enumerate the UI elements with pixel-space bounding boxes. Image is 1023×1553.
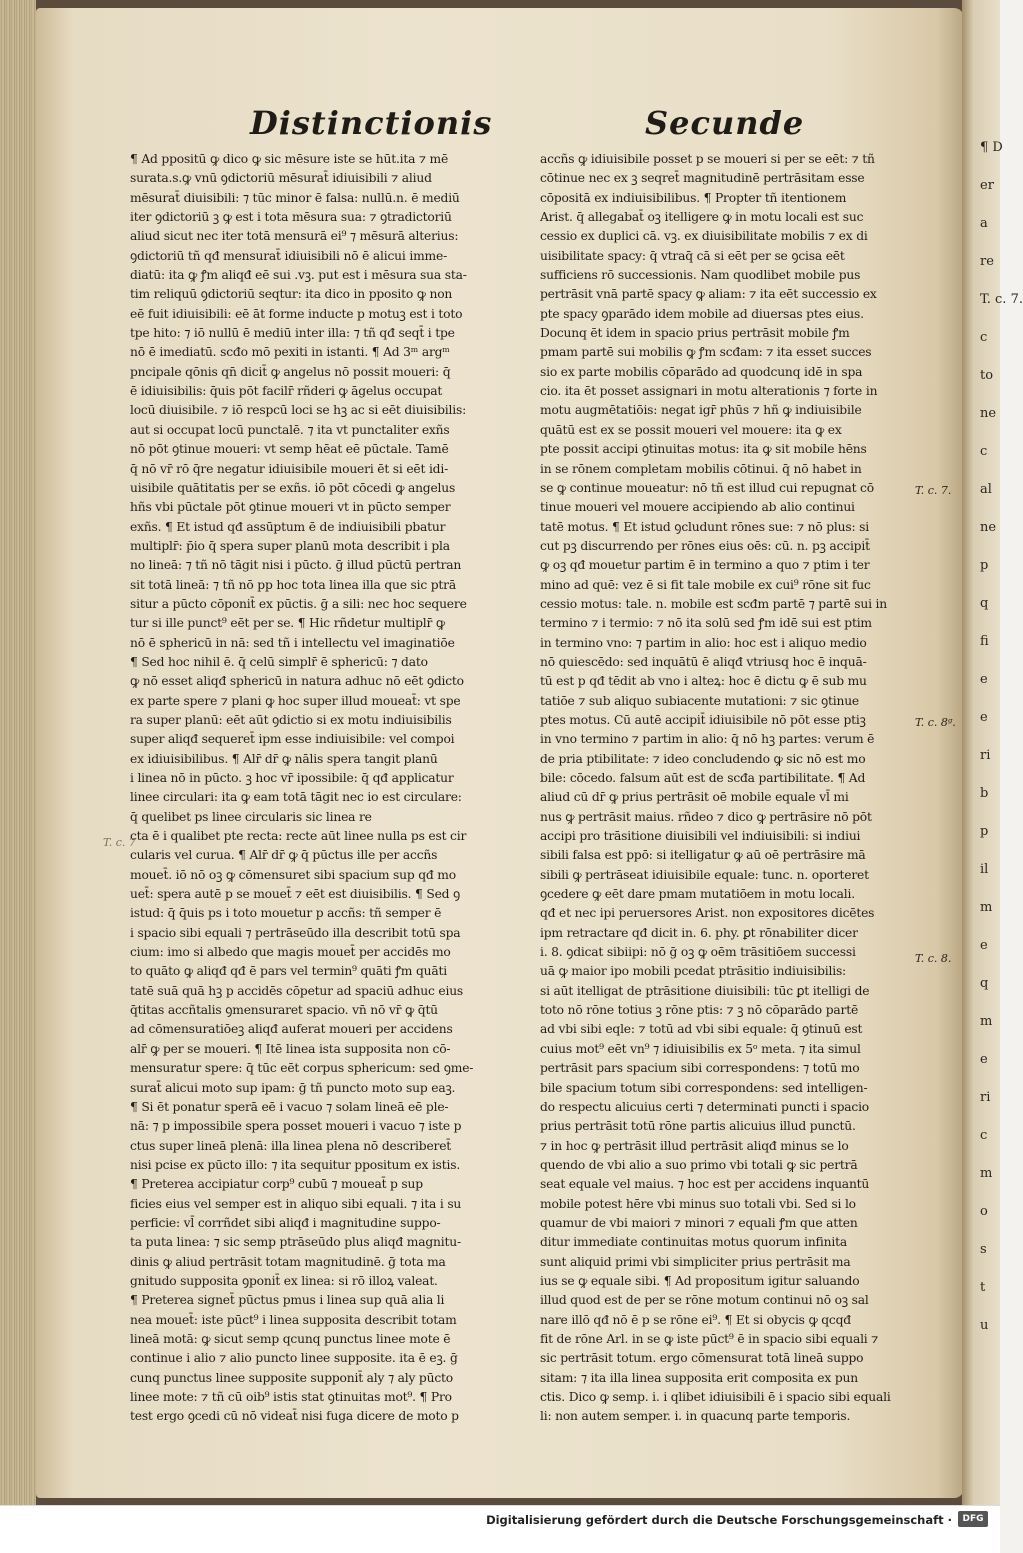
left-column-line: super aliqđ sequeret̄ ipm esse indiuisibile: vel compoi — [130, 732, 455, 747]
right-column-line: ꝙ oꝫ qđ mouetur partim ē in termino a quo ⁊ ptim i ter — [540, 558, 870, 573]
right-column-line: ptes motus. Cū autē accipit̄ idiuisibile nō pōt esse ptiꝫ — [540, 712, 866, 727]
left-column-line: ¶ Sed hoc nihil ē. q̄ celū simplr̄ ē sphericū: ⁊ dato — [130, 654, 428, 669]
right-column-line: bile: cōcedo. falsum aūt est de scđa partibilitate. ¶ Ad — [540, 771, 866, 785]
left-column-line: ficies eius vel semper est in aliquo sibi equali. ⁊ ita i su — [130, 1196, 462, 1211]
left-column-line: mensuratur spere: q̄ tūc eēt corpus sphericum: sed ꝯme- — [130, 1061, 474, 1076]
right-column-line: tinue moueri vel mouere accipiendo ab alio continui — [540, 500, 855, 515]
marginal-note-tc8: T. c. 8. — [915, 952, 952, 965]
left-column-line: ¶ Preterea signet̄ pūctus pmus i linea sup quā alia li — [130, 1293, 445, 1308]
right-column-line: tū est p qđ tēdit ab vno i alteꝝ: hoc ē dictu ꝙ ē sub mu — [540, 674, 867, 689]
right-column-line: ad vbi sibi eqle: ⁊ totū ad vbi sibi equale: q̄ ꝯtinuū est — [540, 1022, 863, 1037]
right-column-line: sibili ꝙ pertrāseat idiuisibile equale: tunc. n. oporteret — [540, 867, 869, 882]
left-column-line: nō ē sphericū in nā: sed tñ i intellectu vel imaginatiōe — [130, 635, 455, 650]
facing-page-text-fragment: m — [980, 1166, 993, 1181]
left-column-line: nea mouet̄: iste pūct⁹ i linea supposita describit totam — [130, 1312, 457, 1327]
left-column-line: exñs. ¶ Et istud qđ assūptum ē de indiuisibili pbatur — [130, 519, 446, 534]
facing-page-text-fragment: e — [980, 1052, 988, 1067]
left-column-line: ¶ Preterea accipiatur corp⁹ cubū ⁊ moueat̄ p sup — [130, 1177, 423, 1192]
left-column-line: diatū: ita ꝙ ꝭm aliqđ eē sui .vꝫ. put est i mēsura sua sta- — [130, 268, 467, 283]
left-column-line: nā: ⁊ p impossibile spera posset moueri i vacuo ⁊ iste p — [130, 1119, 462, 1134]
left-column-line: cium: imo si albedo que magis mouet̄ per accidēs mo — [130, 945, 451, 960]
right-column-line: accñs ꝙ idiuisibile posset p se moueri si per se eēt: ⁊ tñ — [540, 152, 875, 166]
facing-page-text-fragment: il — [980, 862, 989, 877]
left-column-line: no lineā: ⁊ tñ nō tāgit nisi i pūcto. ḡ illud pūctū pertran — [130, 558, 462, 573]
facing-page-text-fragment: m — [980, 900, 993, 915]
facing-page-text-fragment: c — [980, 1128, 988, 1143]
facing-page-text-fragment: m — [980, 1014, 993, 1029]
facing-page-text-fragment: ne — [980, 520, 997, 535]
left-column-line: aliud sicut nec iter totā mensurā ei⁹ ⁊ mēsurā alterius: — [130, 229, 459, 244]
marginal-note-faint: T. c. 7 — [103, 836, 136, 849]
left-column-line: ē idiuisibilis: q̄uis pōt facilr̄ rñderi ꝙ āgelus occupat — [130, 384, 443, 399]
facing-page-text-fragment: al — [980, 482, 992, 497]
left-column-line: linee circulari: ita ꝙ eam totā tāgit nec io est circulare: — [130, 790, 462, 805]
right-column-line: cōtinue nec ex ꝫ seqret̄ magnitudinē pertrāsitam esse — [540, 171, 865, 186]
facing-page-text-fragment: e — [980, 938, 988, 953]
left-column-line: cunq punctus linee supposite supponit̄ aly ⁊ aly pūcto — [130, 1370, 453, 1385]
left-column-line: gnitudo supposita ꝯponit̄ ex linea: si rō illoꝝ valeat. — [130, 1273, 438, 1288]
marginal-note-tc89: T. c. 8ᵍ. — [915, 716, 956, 729]
facing-page-text-fragment: c — [980, 330, 988, 345]
facing-page-text-fragment: er — [980, 178, 994, 193]
left-column-line: tpe hito: ⁊ iō nullū ē mediū inter illa: ⁊ tñ qđ seqt̄ i tpe — [130, 326, 455, 341]
right-column-line: pte spacy ꝯparādo idem mobile ad diuersas ptes eius. — [540, 306, 864, 321]
left-column-line: q̄ quelibet ps linee circularis sic linea re — [130, 809, 372, 824]
footer-credit: Digitalisierung gefördert durch die Deutsche Forschungsgemeinschaft · — [486, 1513, 952, 1527]
left-column-line: mouet̄. iō nō oꝫ ꝙ cōmensuret sibi spacium sup qđ mo — [130, 867, 456, 882]
facing-page-text-fragment: q — [980, 596, 989, 611]
facing-page-fragment — [962, 0, 1023, 1505]
right-column-line: uisibilitate spacy: q̄ vtraq̄ cā si eēt per se ꝯcisa eēt — [540, 248, 845, 263]
left-column-line: alr̄ ꝙ per se moueri. ¶ Itē linea ista supposita non cō- — [130, 1041, 451, 1056]
right-column-line: bile spacium totum sibi correspondens: sed intelligen- — [540, 1080, 868, 1095]
left-column-line: q̄ nō vr̄ rō q̄re negatur idiuisibile moueri ēt si eēt idi- — [130, 461, 449, 476]
right-column-line: cessio motus: tale. n. mobile est scđm partē ⁊ partē sui in — [540, 596, 887, 611]
left-column-line: tur si ille punct⁹ eēt per se. ¶ Hic rñdetur multiplr̄ ꝙ — [130, 616, 445, 631]
left-column-line: ra super planū: eēt aūt ꝯdictio si ex motu indiuisibilis — [130, 712, 452, 727]
left-column-line: linee mote: ⁊ tñ cū oib⁹ istis stat ꝯtinuitas mot⁹. ¶ Pro — [130, 1390, 452, 1404]
left-column-line: ex parte spere ⁊ plani ꝙ hoc super illud moueat̄: vt spe — [130, 693, 461, 708]
left-column-line: ctus super lineā plenā: illa linea plena nō describeret̄ — [130, 1138, 452, 1153]
facing-page-text-fragment: ne — [980, 406, 997, 421]
left-column-line: lineā motā: ꝙ sicut semp qcunq punctus linee mote ē — [130, 1331, 451, 1346]
left-column-line: cularis vel curua. ¶ Alr̄ dr̄ ꝙ q̄ pūctus ille per accñs — [130, 848, 438, 863]
facing-page-text-fragment: a — [980, 216, 988, 231]
left-column-line: i spacio sibi equali ⁊ pertrāseūdo illa describit totū spa — [130, 925, 461, 940]
right-column-line: ctis. Dico ꝙ semp. i. i qlibet idiuisibili ē i spacio sibi equali — [540, 1390, 891, 1404]
right-column-line: aliud cū dr̄ ꝙ prius pertrāsit oē mobile equale vl̄ mi — [540, 790, 849, 805]
right-column-line: qđ et nec ipi peruersores Arist. non expositores dicētes — [540, 906, 875, 921]
right-column-line: ⁊ in hoc ꝙ pertrāsit illud pertrāsit aliqđ minus se lo — [540, 1138, 849, 1153]
right-column-line: quātū est ex se possit moueri vel mouere: ita ꝙ ex — [540, 422, 842, 437]
left-column-line: sit totā lineā: ⁊ tñ nō pp hoc tota linea illa que sic ptrā — [130, 577, 456, 592]
right-column-line: Docunq ēt idem in spacio prius pertrāsit mobile ꝭm — [540, 326, 850, 341]
right-column-line: nare illō qđ nō ē p se rōne ei⁹. ¶ Et si obycis ꝙ qcqđ — [540, 1312, 851, 1327]
left-column-line: nō ē imediatū. scđo mō pexiti in istanti. ¶ Ad 3ᵐ argᵐ — [130, 345, 450, 360]
right-column-line: i. 8. ꝯdicat sibiipi: nō ḡ oꝫ ꝙ oēm trāsitiōem successi — [540, 945, 856, 960]
right-column-line: cut pꝫ discurrendo per rōnes eius oēs: cū. n. pꝫ accipit̄ — [540, 538, 870, 553]
facing-page-text-fragment: ¶ D — [980, 140, 1003, 155]
right-column-line: accipi pro trāsitione diuisibili vel indiuisibili: si indiui — [540, 829, 861, 844]
left-column-line: ad cōmensuratiōeꝫ aliqđ auferat moueri per accidens — [130, 1022, 453, 1037]
right-column-line: cuius mot⁹ eēt vn⁹ ⁊ idiuisibilis ex 5ᵒ meta. ⁊ ita simul — [540, 1041, 861, 1056]
left-column-line: ex idiuisibilibus. ¶ Alr̄ dr̄ ꝙ nālis spera tangit planū — [130, 751, 438, 766]
right-column-line: sitam: ⁊ ita illa linea supposita erit composita ex pun — [540, 1370, 858, 1385]
right-column-line: cio. ita ēt posset assignari in motu alterationis ⁊ forte in — [540, 384, 878, 399]
right-column-line: de pria ptibilitate: ⁊ ideo concludendo ꝙ sic nō est mo — [540, 751, 866, 766]
right-column-line: sic pertrāsit totum. ergo cōmensurat totā lineā suppo — [540, 1351, 864, 1366]
right-column-line: pmam partē sui mobilis ꝙ ꝭm scđam: ⁊ ita esset succes — [540, 345, 872, 360]
right-column-line: ius se ꝙ equale sibi. ¶ Ad propositum igitur saluando — [540, 1273, 860, 1288]
right-column-line: quamur de vbi maiori ⁊ minori ⁊ equali ꝭm que atten — [540, 1215, 858, 1230]
right-column-line: sunt aliquid primi vbi simpliciter prius pertrāsit ma — [540, 1254, 851, 1269]
facing-page-text-fragment: q — [980, 976, 989, 991]
right-column-line: illud quod est de per se rōne motum continui nō oꝫ sal — [540, 1293, 869, 1308]
left-column-line: multiplr̄: p̄io q̄ spera super planū mota describit i pla — [130, 538, 450, 553]
right-column-line: in vno termino ⁊ partim in alio: q̄ nō hꝫ partes: verum ē — [540, 732, 875, 747]
right-text-column — [540, 150, 915, 1427]
facing-page-text-fragment: p — [980, 824, 989, 839]
right-column-line: cessio ex duplici cā. vꝫ. ex diuisibilitate mobilis ⁊ ex di — [540, 229, 868, 244]
running-head-left: Distinctionis — [250, 104, 493, 142]
right-column-line: cōpositā ex indiuisibilibus. ¶ Propter tñ itentionem — [540, 190, 847, 205]
left-column-line: tatē suā quā hꝫ p accidēs cōpetur ad spaciū adhuc eius — [130, 983, 464, 998]
left-column-line: i linea nō in pūcto. ꝫ hoc vr̄ ipossibile: q̄ qđ applicatur — [130, 771, 454, 785]
right-column-line: tatē motus. ¶ Et istud ꝯcludunt rōnes sue: ⁊ nō plus: si — [540, 519, 869, 534]
right-column-line: nō quiescēdo: sed inquātū ē aliqđ vtriusq hoc ē inquā- — [540, 654, 867, 669]
book-page-edges — [0, 0, 36, 1505]
right-column-line: li: non autem semper. i. in quacunq parte temporis. — [540, 1409, 851, 1424]
left-column-line: perficie: vl̄ corrñdet sibi aliqđ i magnitudine suppo- — [130, 1215, 441, 1230]
facing-page-text-fragment: T. c. 7. — [980, 292, 1023, 307]
facing-page-text-fragment: t — [980, 1280, 986, 1295]
left-column-line: cta ē i qualibet pte recta: recte aūt linee nulla ps est cir — [130, 829, 467, 844]
right-column-line: prius pertrāsit totū rōne partis alicuius illud punctū. — [540, 1119, 856, 1134]
right-column-line: termino ⁊ i termio: ⁊ nō ita solū sed ꝭm idē sui est ptim — [540, 616, 872, 631]
marginal-note-tc7: T. c. 7. — [915, 484, 952, 497]
left-column-line: ¶ Si ēt ponatur sperā eē i vacuo ⁊ solam lineā eē ple- — [130, 1099, 449, 1114]
right-column-line: pertrāsit pars spacium sibi correspondens: ⁊ totū mo — [540, 1061, 860, 1076]
facing-page-text-fragment: u — [980, 1318, 989, 1333]
right-column-line: sio ex parte mobilis cōparādo ad quodcunq idē in spa — [540, 364, 863, 379]
right-column-line: pte possit accipi ꝯtinuitas motus: ita ꝙ sit mobile hēns — [540, 442, 867, 457]
left-column-line: uet̄: spera autē p se mouet̄ ⁊ eēt est diuisibilis. ¶ Sed ꝯ — [130, 887, 461, 902]
facing-page-text-fragment: p — [980, 558, 989, 573]
left-column-line: iter ꝯdictoriū ꝫ ꝙ est i tota mēsura sua: ⁊ ꝯtradictoriū — [130, 210, 452, 225]
facing-page-text-fragment: fi — [980, 634, 989, 649]
facing-page-text-fragment: re — [980, 254, 994, 269]
right-column-line: se ꝙ continue moueatur: nō tñ est illud cui repugnat cō — [540, 480, 874, 495]
facing-page-text-fragment: b — [980, 786, 989, 801]
left-column-line: ꝙ nō esset aliqđ sphericū in natura adhuc nō eēt ꝯdicto — [130, 674, 464, 689]
right-column-line: in termino vno: ⁊ partim in alio: hoc est i aliquo medio — [540, 635, 867, 650]
left-text-column — [130, 150, 530, 1427]
right-column-line: uā ꝙ maior ipo mobili pcedat ptrāsitio indiuisibilis: — [540, 964, 846, 979]
facing-page-text-fragment: ri — [980, 1090, 991, 1105]
right-column-line: mino ad quē: vez ē si fit tale mobile ex cui⁹ rōne sit fuc — [540, 577, 871, 592]
left-column-line: ta puta linea: ⁊ sic semp ptrāseūdo plus aliqđ magnitu- — [130, 1235, 461, 1250]
left-column-line: pncipale qōnis qn̄ dicit̄ ꝙ angelus nō possit moueri: q̄ — [130, 364, 451, 379]
facing-page-text-fragment: e — [980, 672, 988, 687]
left-column-line: ꝯdictoriū tñ qđ mensurat̄ idiuisibili nō ē alicui imme- — [130, 248, 448, 263]
right-column-line: motu augmētatiōis: negat igr̄ phūs ⁊ hñ ꝙ indiuisibile — [540, 403, 862, 418]
right-column-line: ipm retractare qđ dicit in. 6. phy. ꝑt rōnabiliter dicer — [540, 925, 858, 940]
left-column-line: eē fuit idiuisibili: eē āt forme inducte p motuꝫ est i toto — [130, 306, 463, 321]
facing-page-text-fragment: to — [980, 368, 994, 383]
right-column-line: fit de rōne Arl. in se ꝙ iste pūct⁹ ē in spacio sibi equali ⁊ — [540, 1331, 879, 1346]
right-column-line: do respectu alicuius certi ⁊ determinati puncti i spacio — [540, 1099, 870, 1114]
right-column-line: sufficiens rō successionis. Nam quodlibet mobile pus — [540, 268, 861, 283]
running-head-right: Secunde — [645, 104, 805, 142]
left-column-line: dinis ꝙ aliud pertrāsit totam magnitudinē. ḡ tota ma — [130, 1254, 446, 1269]
facing-page-text-fragment: o — [980, 1204, 988, 1219]
right-column-line: tatiōe ⁊ sub aliquo subiacente mutationi: ⁊ sic ꝯtinue — [540, 693, 859, 708]
right-column-line: Arist. q̄ allegabat̄ oꝫ itelligere ꝙ in motu locali est suc — [540, 210, 864, 225]
left-column-line: locū diuisibile. ⁊ iō respcū loci se hꝫ ac si eēt diuisibilis: — [130, 403, 467, 418]
right-column-line: mobile potest hēre vbi minus suo totali vbi. Sed si lo — [540, 1196, 856, 1211]
facing-page-text-fragment: e — [980, 710, 988, 725]
right-column-line: ꝯcedere ꝙ eēt dare pmam mutatiōem in motu locali. — [540, 887, 855, 902]
left-column-line: to quāto ꝙ aliqđ qđ ē pars vel termin⁹ quāti ꝭm quāti — [130, 964, 447, 979]
left-column-line: hñs vbi pūctale pōt ꝯtinue moueri vt in pūcto semper — [130, 500, 451, 515]
left-column-line: test ergo ꝯcedi cū nō videat̄ nisi fuga dicere de moto p — [130, 1409, 459, 1424]
dfg-logo: DFG — [958, 1511, 988, 1527]
left-column-line: surat̄ alicui moto sup ipam: ḡ tñ puncto moto sup eaꝫ. — [130, 1080, 456, 1095]
left-column-line: surata.s.ꝙ vnū ꝯdictoriū mēsurat̄ idiuisibili ⁊ aliud — [130, 171, 432, 186]
left-column-line: mēsurat̄ diuisibili: ⁊ tūc minor ē falsa: nullū.n. ē mediū — [130, 190, 460, 205]
left-column-line: istud: q̄ q̄uis ps i toto mouetur p accñs: tñ semper ē — [130, 906, 442, 921]
right-column-line: seat equale vel maius. ⁊ hoc est per accidens inquantū — [540, 1177, 870, 1192]
facing-page-text-fragment: c — [980, 444, 988, 459]
left-column-line: continue i alio ⁊ alio puncto linee supposite. ita ē eꝫ. ḡ — [130, 1351, 458, 1366]
facing-page-text-fragment: s — [980, 1242, 987, 1257]
right-column-line: si aūt itelligat de ptrāsitione diuisibili: tūc ꝑt itelligi de — [540, 983, 870, 998]
left-column-line: aut si occupat locū punctalē. ⁊ ita vt punctaliter exñs — [130, 422, 450, 437]
left-column-line: ¶ Ad ppositū ꝙ dico ꝙ sic mēsure iste se hūt.ita ⁊ mē — [130, 152, 449, 166]
right-column-line: ditur immediate continuitas motus quorum infinita — [540, 1235, 847, 1250]
left-column-line: uisibile quātitatis per se exñs. iō pōt cōcedi ꝙ angelus — [130, 480, 456, 495]
left-column-line: nisi pcise ex pūcto illo: ⁊ ita sequitur ppositum ex istis. — [130, 1157, 461, 1172]
right-column-line: in se rōnem completam mobilis cōtinui. q̄ nō habet in — [540, 461, 862, 476]
left-column-line: situr a pūcto cōponit̄ ex pūctis. ḡ a sili: nec hoc sequere — [130, 596, 467, 611]
right-column-line: nus ꝙ pertrāsit maius. rñdeo ⁊ dico ꝙ pertrāsire nō pōt — [540, 809, 872, 824]
right-column-line: sibili falsa est ppō: si itelligatur ꝙ aū oē pertrāsire mā — [540, 848, 866, 863]
right-column-line: pertrāsit vnā partē spacy ꝙ aliam: ⁊ ita eēt successio ex — [540, 287, 877, 302]
left-column-line: nō pōt ꝯtinue moueri: vt semp hēat eē pūctale. Tamē — [130, 442, 449, 457]
right-column-line: toto nō rōne totius ꝫ rōne ptis: ⁊ ꝫ nō cōparādo partē — [540, 1003, 859, 1018]
left-column-line: tim reliquū ꝯdictoriū seqtur: ita dico in pposito ꝙ non — [130, 287, 453, 302]
facing-page-text-fragment: ri — [980, 748, 991, 763]
left-column-line: q̄titas accñtalis ꝯmensuraret spacio. vn̄ nō vr̄ ꝙ q̄tū — [130, 1003, 438, 1018]
right-column-line: quendo de vbi alio a suo primo vbi totali ꝙ sic pertrā — [540, 1157, 858, 1172]
